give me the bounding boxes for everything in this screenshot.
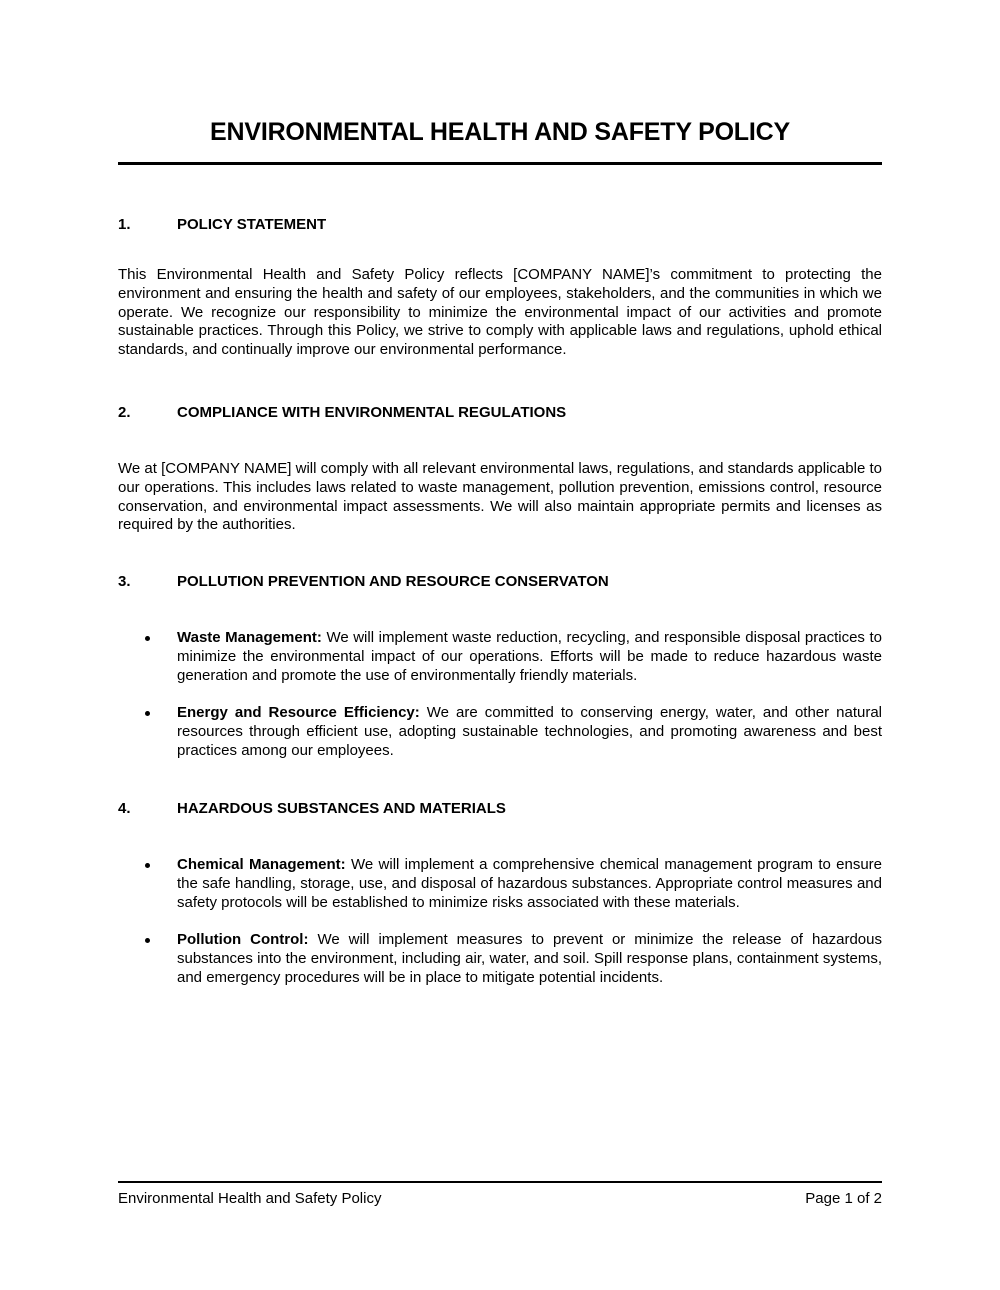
title-divider bbox=[118, 162, 882, 165]
section-paragraph: We at [COMPANY NAME] will comply with all relevant environmental laws, regulations, and standards applicable to our operations. This includes laws related to waste management, pollution prevention, emissions control, resource conservation, and environmental impact assessments. We will also maintain appropriate permits and licenses as required by the authorities. bbox=[118, 460, 882, 534]
section-paragraph: This Environmental Health and Safety Policy reflects [COMPANY NAME]’s commitment to protecting the environment and ensuring the health and safety of our employees, stakeholders, and the communities in which we operate. We recognize our responsibility to minimize the environmental impact of our activities and promote sustainable practices. Through this Policy, we strive to comply with applicable laws and regulations, uphold ethical standards, and continually improve our environmental performance. bbox=[118, 266, 882, 359]
section-title: COMPLIANCE WITH ENVIRONMENTAL REGULATIONS bbox=[177, 404, 567, 421]
bullet-body: We will implement a comprehensive chemical management program to ensure the safe handling, storage, use, and disposal of hazardous substances. Appropriate control measures and safety protocols will be established to minimize risks associated with these materials. bbox=[177, 856, 883, 911]
section-title: HAZARDOUS SUBSTANCES AND MATERIALS bbox=[177, 800, 506, 817]
bullet-text bbox=[177, 704, 882, 760]
section-number: 2. bbox=[118, 404, 131, 421]
page-footer bbox=[118, 1190, 882, 1208]
document-page bbox=[118, 0, 882, 1290]
bullet-list bbox=[118, 629, 882, 761]
section-pollution-prevention bbox=[118, 573, 882, 761]
bullet-text bbox=[177, 931, 882, 987]
bullet-icon bbox=[118, 704, 177, 760]
bullet-list bbox=[118, 856, 882, 988]
section-compliance bbox=[118, 404, 882, 535]
footer-document-title: Environmental Health and Safety Policy bbox=[118, 1190, 382, 1207]
bullet-body: We will implement measures to prevent or minimize the release of hazardous substances into the environment, including air, water, and soil. Spill response plans, containment systems, and emergency procedures will be in place to mitigate potential incidents. bbox=[177, 931, 882, 986]
footer-divider bbox=[118, 1181, 882, 1183]
document-title: ENVIRONMENTAL HEALTH AND SAFETY POLICY bbox=[210, 118, 790, 146]
section-heading bbox=[118, 573, 882, 591]
bullet-body: We will implement waste reduction, recycling, and responsible disposal practices to minimize the environmental impact of our operations. Efforts will be made to reduce hazardous waste generation and promote the use of environmentally friendly materials. bbox=[177, 629, 882, 684]
page-number: Page 1 of 2 bbox=[805, 1190, 882, 1207]
section-policy-statement bbox=[118, 216, 882, 360]
section-number: 1. bbox=[118, 216, 131, 233]
section-hazardous-substances bbox=[118, 800, 882, 988]
section-heading bbox=[118, 216, 882, 234]
bullet-text bbox=[177, 856, 882, 912]
section-heading bbox=[118, 404, 882, 422]
list-item bbox=[118, 629, 882, 685]
bullet-label: Chemical Management: bbox=[177, 856, 346, 873]
bullet-icon bbox=[118, 856, 177, 912]
section-title: POLLUTION PREVENTION AND RESOURCE CONSERVATON bbox=[177, 573, 609, 590]
section-title: POLICY STATEMENT bbox=[177, 216, 327, 233]
section-heading bbox=[118, 800, 882, 818]
bullet-icon bbox=[118, 931, 177, 987]
bullet-body: We are committed to conserving energy, water, and other natural resources through efficient use, adopting sustainable technologies, and promoting awareness and best practices among our employees. bbox=[177, 704, 882, 759]
bullet-text bbox=[177, 629, 882, 685]
bullet-label: Pollution Control: bbox=[177, 931, 309, 949]
section-number: 3. bbox=[118, 573, 131, 590]
bullet-label: Waste Management: bbox=[177, 629, 322, 646]
list-item bbox=[118, 704, 882, 760]
section-number: 4. bbox=[118, 800, 131, 817]
list-item bbox=[118, 931, 882, 987]
bullet-icon bbox=[118, 629, 177, 685]
list-item bbox=[118, 856, 882, 912]
bullet-label: Energy and Resource Efficiency: bbox=[177, 704, 420, 722]
